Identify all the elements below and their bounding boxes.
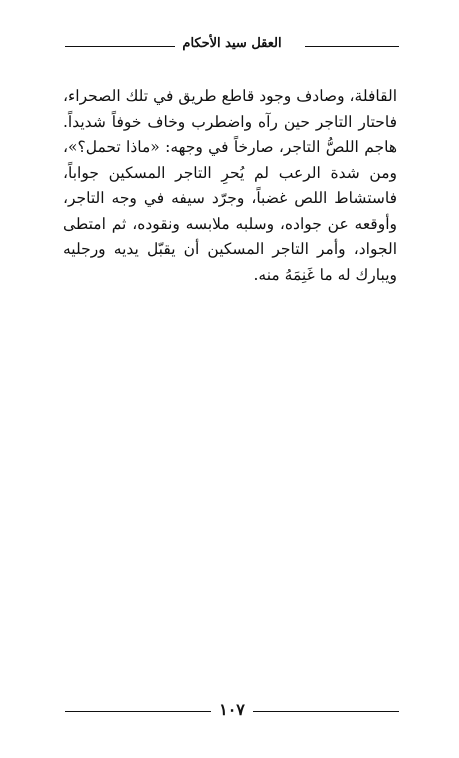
page-footer [65, 700, 399, 720]
header-rule-left [65, 46, 175, 47]
body-paragraph: القافلة، وصادف وجود قاطع طريق في تلك الصحراء، فاحتار التاجر حين رآه واضطرب وخاف خوفاً شديداً. هاجم اللصُّ التاجر، صارخاً في وجهه: «ماذا تحمل؟»، ومن شدة الرعب لم يُحرِ التاجر المسكين جواباً، فاستشاط اللص غضباً، وجرّد سيفه في وجه التاجر، وأوقعه عن جواده، وسلبه ملابسه ونقوده، ثم امتطى الجواد، وأمر التاجر المسكين أن يقبّل يديه ورجليه ويبارك له ما غَنِمَهُ منه. [63, 87, 397, 284]
header-title: العقل سيد الأحكام [182, 36, 282, 51]
body-text [63, 84, 397, 288]
footer-rule-left [65, 711, 211, 712]
running-header [65, 34, 399, 54]
page-number: ١٠٧ [219, 700, 245, 719]
